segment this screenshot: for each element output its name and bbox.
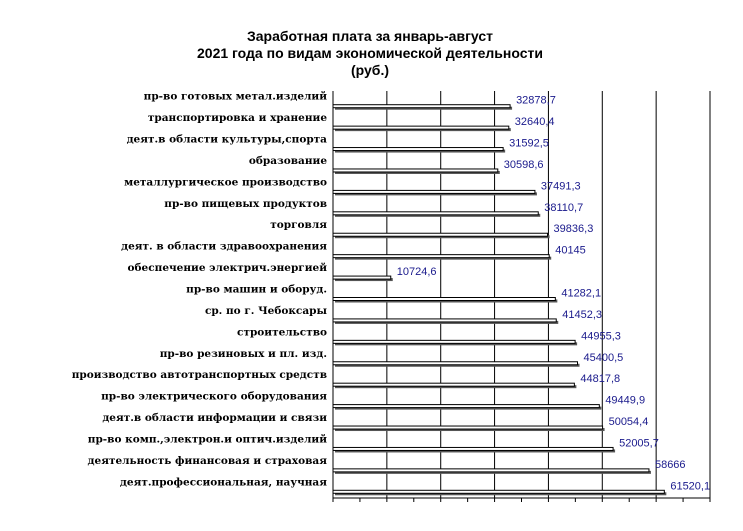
category-label: деят.профессиональная, научная bbox=[119, 476, 327, 489]
bar bbox=[333, 447, 613, 450]
category-label: строительство bbox=[237, 326, 327, 339]
category-label: ср. по г. Чебоксары bbox=[204, 304, 327, 317]
bar bbox=[333, 426, 603, 429]
bar bbox=[333, 105, 510, 108]
value-label: 44817,8 bbox=[580, 373, 621, 386]
category-label: пр-во машин и оборуд. bbox=[186, 283, 327, 296]
category-label: транспортировка и хранение bbox=[147, 112, 327, 125]
category-label: пр-во резиновых и пл. изд. bbox=[159, 347, 327, 360]
value-label: 50054,4 bbox=[608, 416, 649, 429]
bar bbox=[333, 298, 555, 301]
bar bbox=[333, 469, 649, 472]
bar bbox=[333, 405, 599, 408]
bar bbox=[333, 362, 578, 365]
bar bbox=[333, 148, 503, 151]
bar bbox=[333, 319, 556, 322]
category-label: пр-во пищевых продуктов bbox=[164, 197, 327, 210]
bar bbox=[333, 276, 391, 279]
value-label: 32640,4 bbox=[514, 116, 555, 129]
bar bbox=[333, 340, 575, 343]
category-label: торговля bbox=[270, 219, 327, 232]
chart-title-line-3: (руб.) bbox=[350, 62, 389, 78]
bar bbox=[333, 212, 538, 215]
value-label: 44955,3 bbox=[581, 330, 621, 343]
value-label: 30598,6 bbox=[503, 158, 544, 171]
category-label: обеспечение электрич.энергией bbox=[127, 262, 327, 275]
category-label: пр-во комп.,электрон.и оптич.изделий bbox=[87, 433, 327, 446]
value-label: 39836,3 bbox=[553, 223, 594, 236]
value-label: 40145 bbox=[555, 244, 586, 257]
value-label: 41282,1 bbox=[561, 287, 602, 300]
bar bbox=[333, 169, 498, 172]
bar bbox=[333, 490, 664, 493]
bar bbox=[333, 190, 535, 193]
value-label: 31592,5 bbox=[509, 137, 549, 150]
category-label: деятельность финансовая и страховая bbox=[87, 454, 327, 467]
value-label: 32878,7 bbox=[516, 94, 556, 107]
bar bbox=[333, 233, 548, 236]
bar bbox=[333, 126, 509, 129]
category-label: металлургическое производство bbox=[124, 176, 327, 189]
chart-title-line-2: 2021 года по видам экономической деятельности bbox=[197, 45, 543, 61]
value-label: 10724,6 bbox=[396, 266, 437, 279]
category-label: деят.в области культуры,спорта bbox=[126, 133, 327, 146]
value-label: 58666 bbox=[654, 458, 686, 471]
category-label: деят.в области информации и связи bbox=[102, 412, 327, 425]
value-label: 45400,5 bbox=[583, 351, 624, 364]
category-label: пр-во электрического оборудования bbox=[101, 390, 327, 403]
bar bbox=[333, 383, 574, 386]
value-label: 61520,1 bbox=[670, 480, 711, 493]
category-label: образование bbox=[248, 154, 327, 167]
category-label: производство автотранспортных средств bbox=[71, 369, 327, 382]
category-label: пр-во готовых метал.изделий bbox=[143, 90, 327, 103]
chart-title-line-1: Заработная плата за январь-август bbox=[247, 28, 493, 44]
value-label: 52005,7 bbox=[619, 437, 659, 450]
category-label: деят. в области здравоохранения bbox=[121, 240, 327, 253]
value-label: 38110,7 bbox=[544, 201, 584, 214]
value-label: 37491,3 bbox=[540, 180, 581, 193]
value-label: 41452,3 bbox=[562, 308, 603, 321]
bar bbox=[333, 255, 549, 258]
value-label: 49449,9 bbox=[605, 394, 646, 407]
